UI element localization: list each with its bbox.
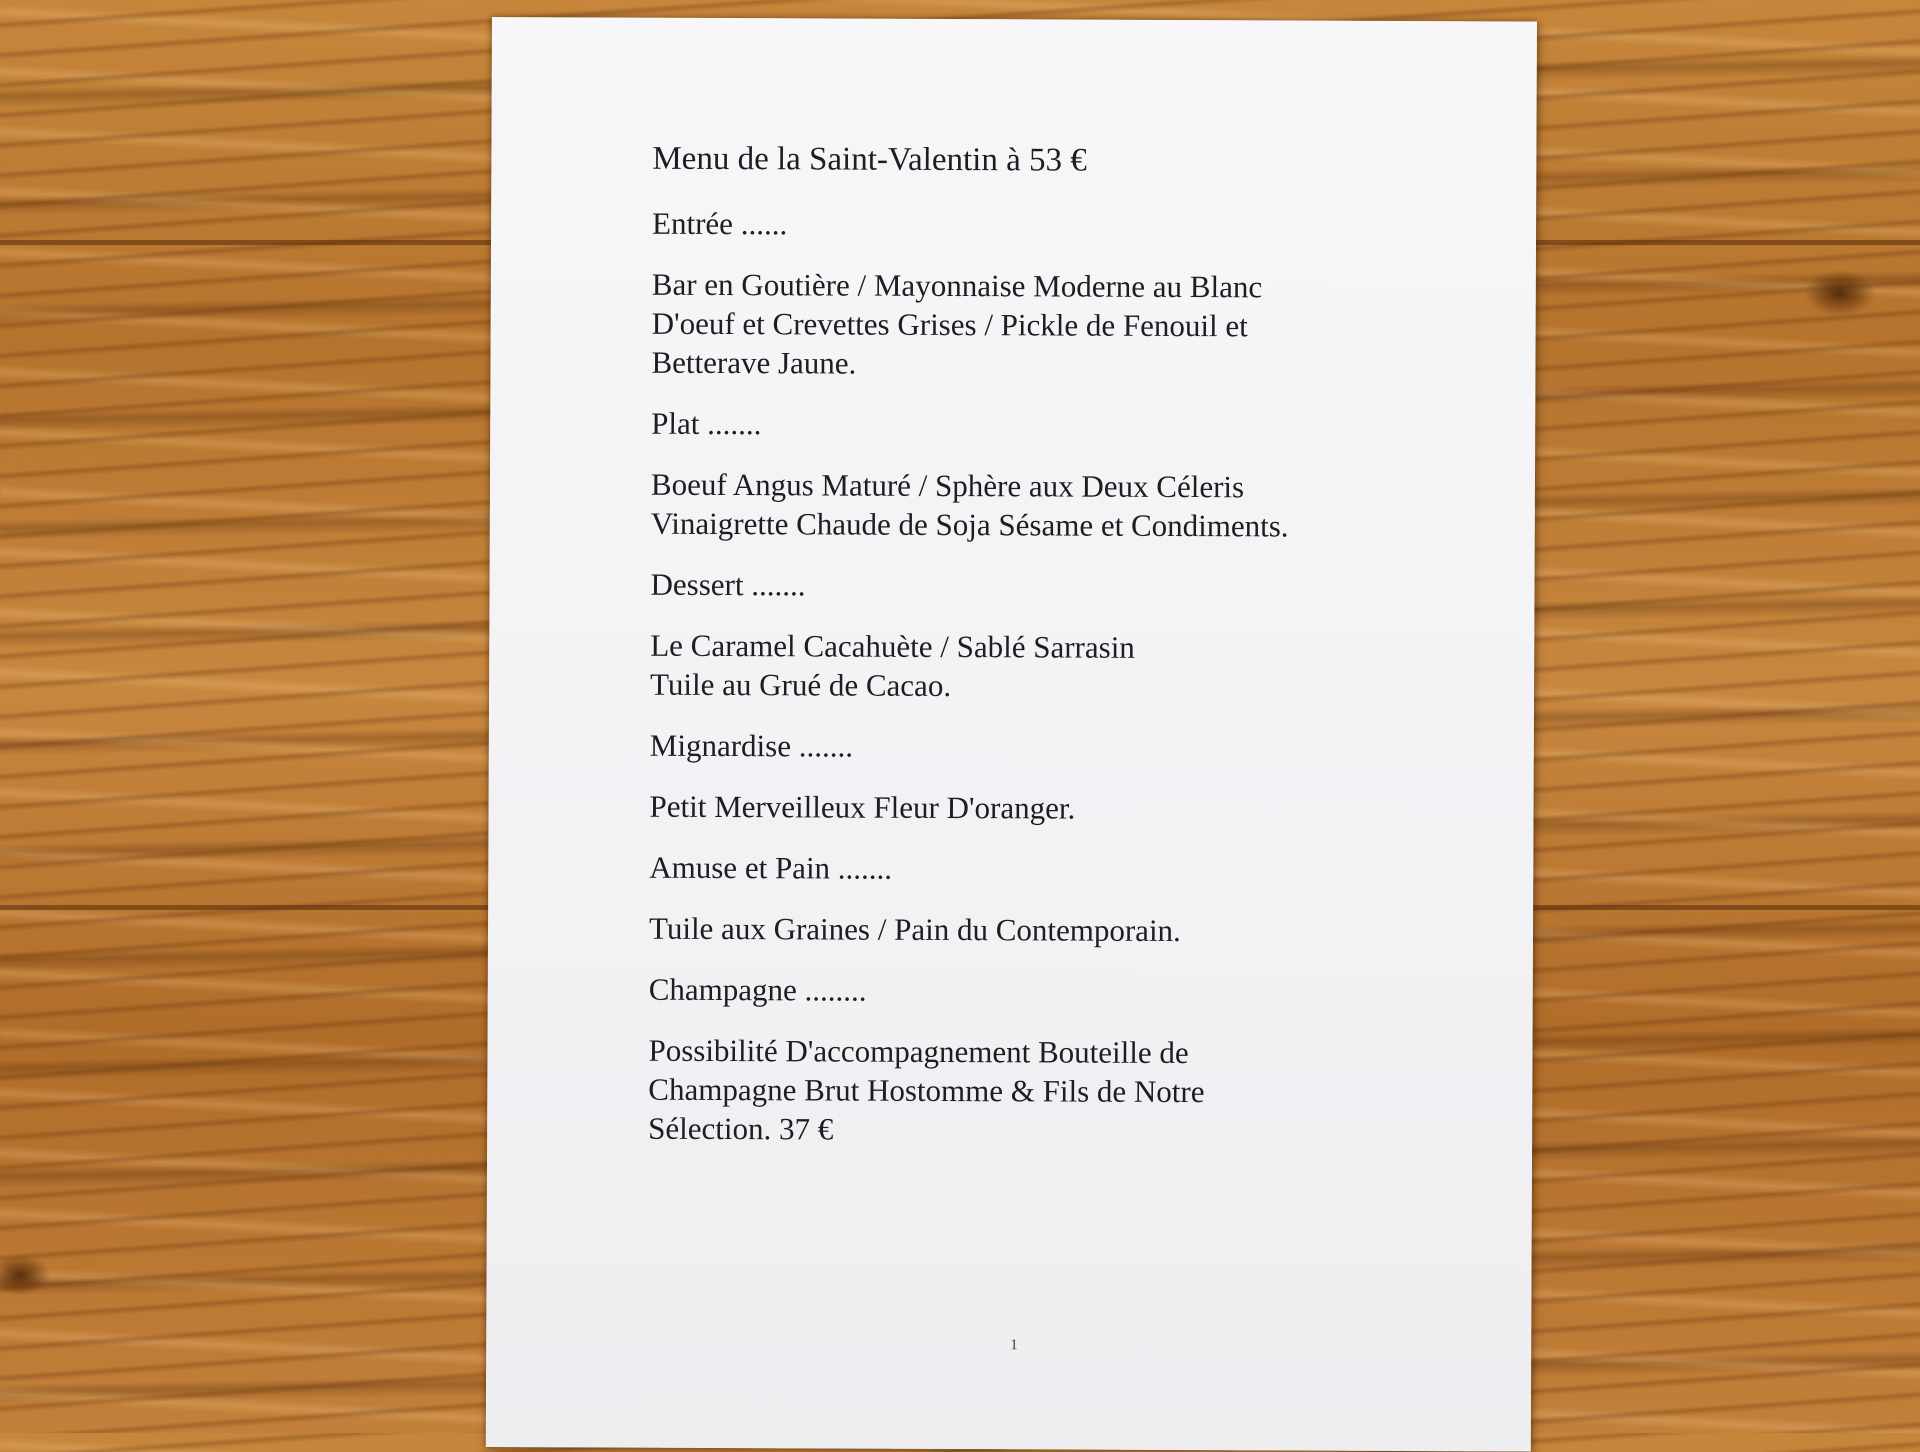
menu-line: Possibilité D'accompagnement Bouteille de [648,1032,1189,1071]
section-heading-dessert: Dessert ....... [650,566,806,603]
section-heading-champagne: Champagne ........ [648,971,867,1008]
menu-text [648,140,1482,1174]
menu-title: Menu de la Saint-Valentin à 53 € [652,140,1087,179]
section-body-dessert [650,626,1480,708]
wood-knot [1805,270,1875,316]
section-body-champagne [648,1031,1479,1152]
section-body-entree [651,265,1482,386]
section-heading-entree: Entrée ...... [652,205,788,242]
menu-sheet [486,17,1537,1452]
menu-line: Petit Merveilleux Fleur D'oranger. [649,788,1076,826]
section-body-amuse-et-pain [649,909,1479,952]
menu-line: Sélection. 37 € [648,1110,834,1147]
section-body-mignardise [649,787,1479,830]
section-heading-amuse-et-pain: Amuse et Pain ....... [649,849,893,886]
menu-line: Champagne Brut Hostomme & Fils de Notre [648,1071,1205,1110]
menu-line: Tuile au Grué de Cacao. [650,666,952,704]
wood-knot [0,1255,50,1295]
menu-line: Tuile aux Graines / Pain du Contemporain. [648,910,1181,949]
menu-line: D'oeuf et Crevettes Grises / Pickle de Fenouil et [651,305,1248,344]
menu-line: Betterave Jaune. [651,344,857,381]
menu-line: Bar en Goutière / Mayonnaise Moderne au Blanc [651,266,1263,305]
section-body-plat [651,465,1481,547]
menu-line: Boeuf Angus Maturé / Sphère aux Deux Céleris [650,466,1245,505]
page-number: 1 [1010,1337,1018,1354]
menu-line: Vinaigrette Chaude de Soja Sésame et Condiments. [650,505,1289,544]
menu-line: Le Caramel Cacahuète / Sablé Sarrasin [650,627,1135,665]
section-heading-plat: Plat ....... [651,405,762,442]
section-heading-mignardise: Mignardise ....... [649,727,854,764]
